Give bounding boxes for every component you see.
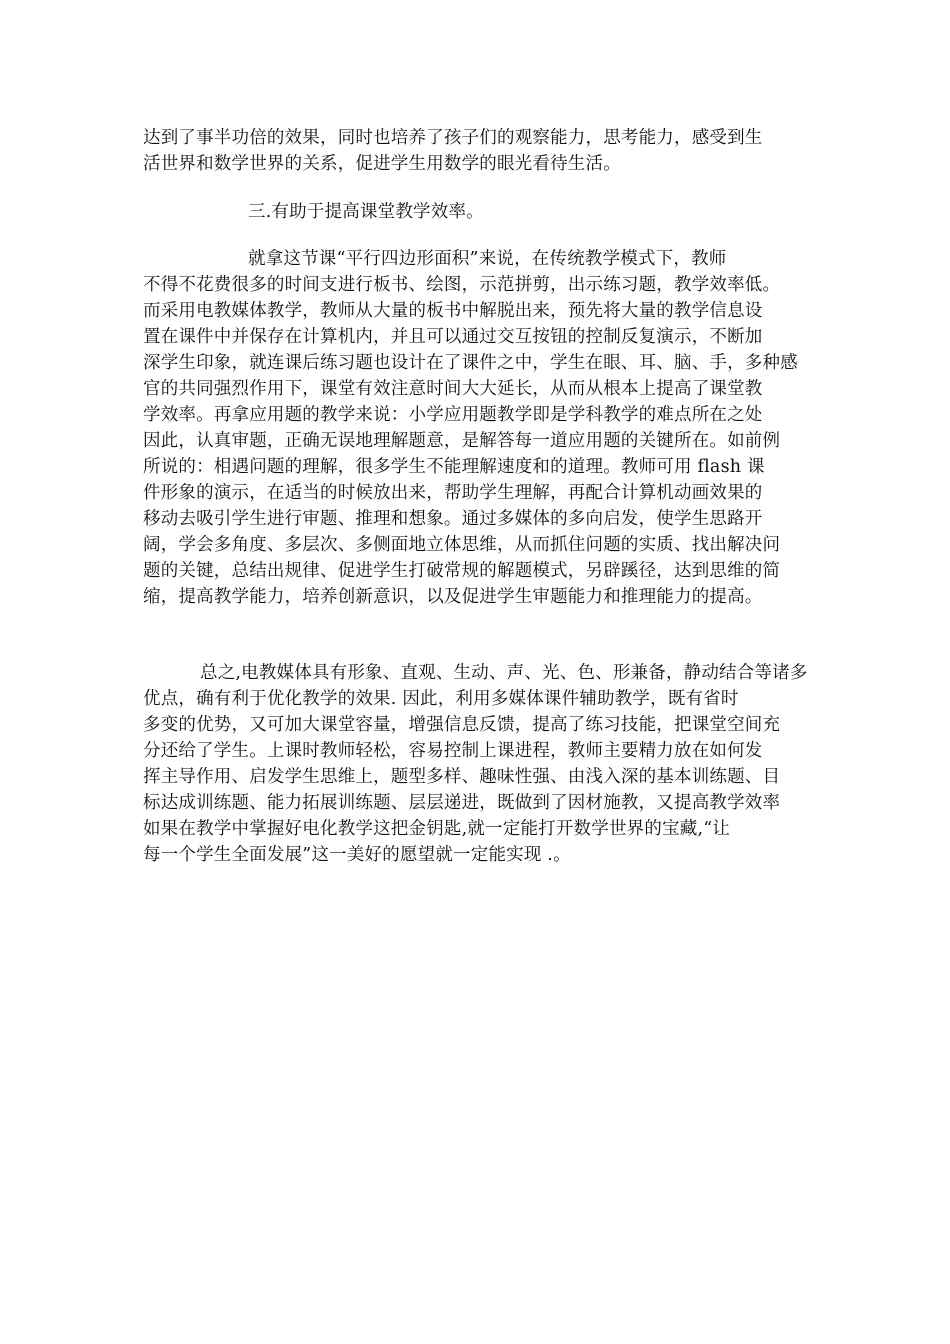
- para2-line-3: 多变的优势，又可加大课堂容量，增强信息反馈，提高了练习技能，把课堂空间充: [143, 715, 781, 735]
- para1-line-9: 所说的：相遇问题的理解，很多学生不能理解速度和的道理。教师可用 flash 课: [143, 457, 765, 477]
- para1-line-3: 而采用电教媒体教学，教师从大量的板书中解脱出来，预先将大量的教学信息设: [143, 301, 763, 321]
- para2-line-4: 分还给了学生。上课时教师轻松，容易控制上课进程，教师主要精力放在如何发: [143, 741, 763, 761]
- para2-line-2: 优点，确有利于优化教学的效果. 因此，利用多媒体课件辅助教学，既有省时: [143, 689, 739, 709]
- para1-line-11: 移动去吸引学生进行审题、推理和想象。通过多媒体的多向启发，使学生思路开: [143, 509, 763, 529]
- para2-line-8: 每一个学生全面发展”这一美好的愿望就一定能实现 .。: [143, 845, 571, 865]
- para1-line-6: 官的共同强烈作用下，课堂有效注意时间大大延长，从而从根本上提高了课堂教: [143, 379, 763, 399]
- section-heading: 三.有助于提高课堂教学效率。: [248, 202, 484, 222]
- para2-line-1: 总之,电教媒体具有形象、直观、生动、声、光、色、形兼备，静动结合等诸多: [200, 663, 808, 683]
- para1-line-14: 缩，提高教学能力，培养创新意识，以及促进学生审题能力和推理能力的提高。: [143, 587, 763, 607]
- para1-line-8: 因此，认真审题，正确无误地理解题意，是解答每一道应用题的关键所在。如前例: [143, 431, 781, 451]
- para2-line-5: 挥主导作用、启发学生思维上，题型多样、趣味性强、由浅入深的基本训练题、目: [143, 767, 781, 787]
- para1-line-5: 深学生印象，就连课后练习题也设计在了课件之中，学生在眼、耳、脑、手，多种感: [143, 353, 798, 373]
- para2-line-7: 如果在教学中掌握好电化教学这把金钥匙,就一定能打开数学世界的宝藏,“让: [143, 819, 731, 839]
- para1-line-13: 题的关键，总结出规律、促进学生打破常规的解题模式，另辟蹊径，达到思维的简: [143, 561, 781, 581]
- intro-line-2: 活世界和数学世界的关系，促进学生用数学的眼光看待生活。: [143, 154, 621, 174]
- para2-line-6: 标达成训练题、能力拓展训练题、层层递进，既做到了因材施教，又提高教学效率: [143, 793, 781, 813]
- para1-line-12: 阔，学会多角度、多层次、多侧面地立体思维，从而抓住问题的实质、找出解决问: [143, 535, 781, 555]
- para1-line-1: 就拿这节课“平行四边形面积”来说，在传统教学模式下，教师: [248, 249, 727, 269]
- para1-line-2: 不得不花费很多的时间支进行板书、绘图，示范拼剪，出示练习题，教学效率低。: [143, 275, 781, 295]
- para1-line-7: 学效率。再拿应用题的教学来说：小学应用题教学即是学科教学的难点所在之处: [143, 405, 763, 425]
- para1-line-10: 件形象的演示，在适当的时候放出来，帮助学生理解，再配合计算机动画效果的: [143, 483, 763, 503]
- intro-line-1: 达到了事半功倍的效果，同时也培养了孩子们的观察能力，思考能力，感受到生: [143, 128, 763, 148]
- para1-line-4: 置在课件中并保存在计算机内，并且可以通过交互按钮的控制反复演示，不断加: [143, 327, 763, 347]
